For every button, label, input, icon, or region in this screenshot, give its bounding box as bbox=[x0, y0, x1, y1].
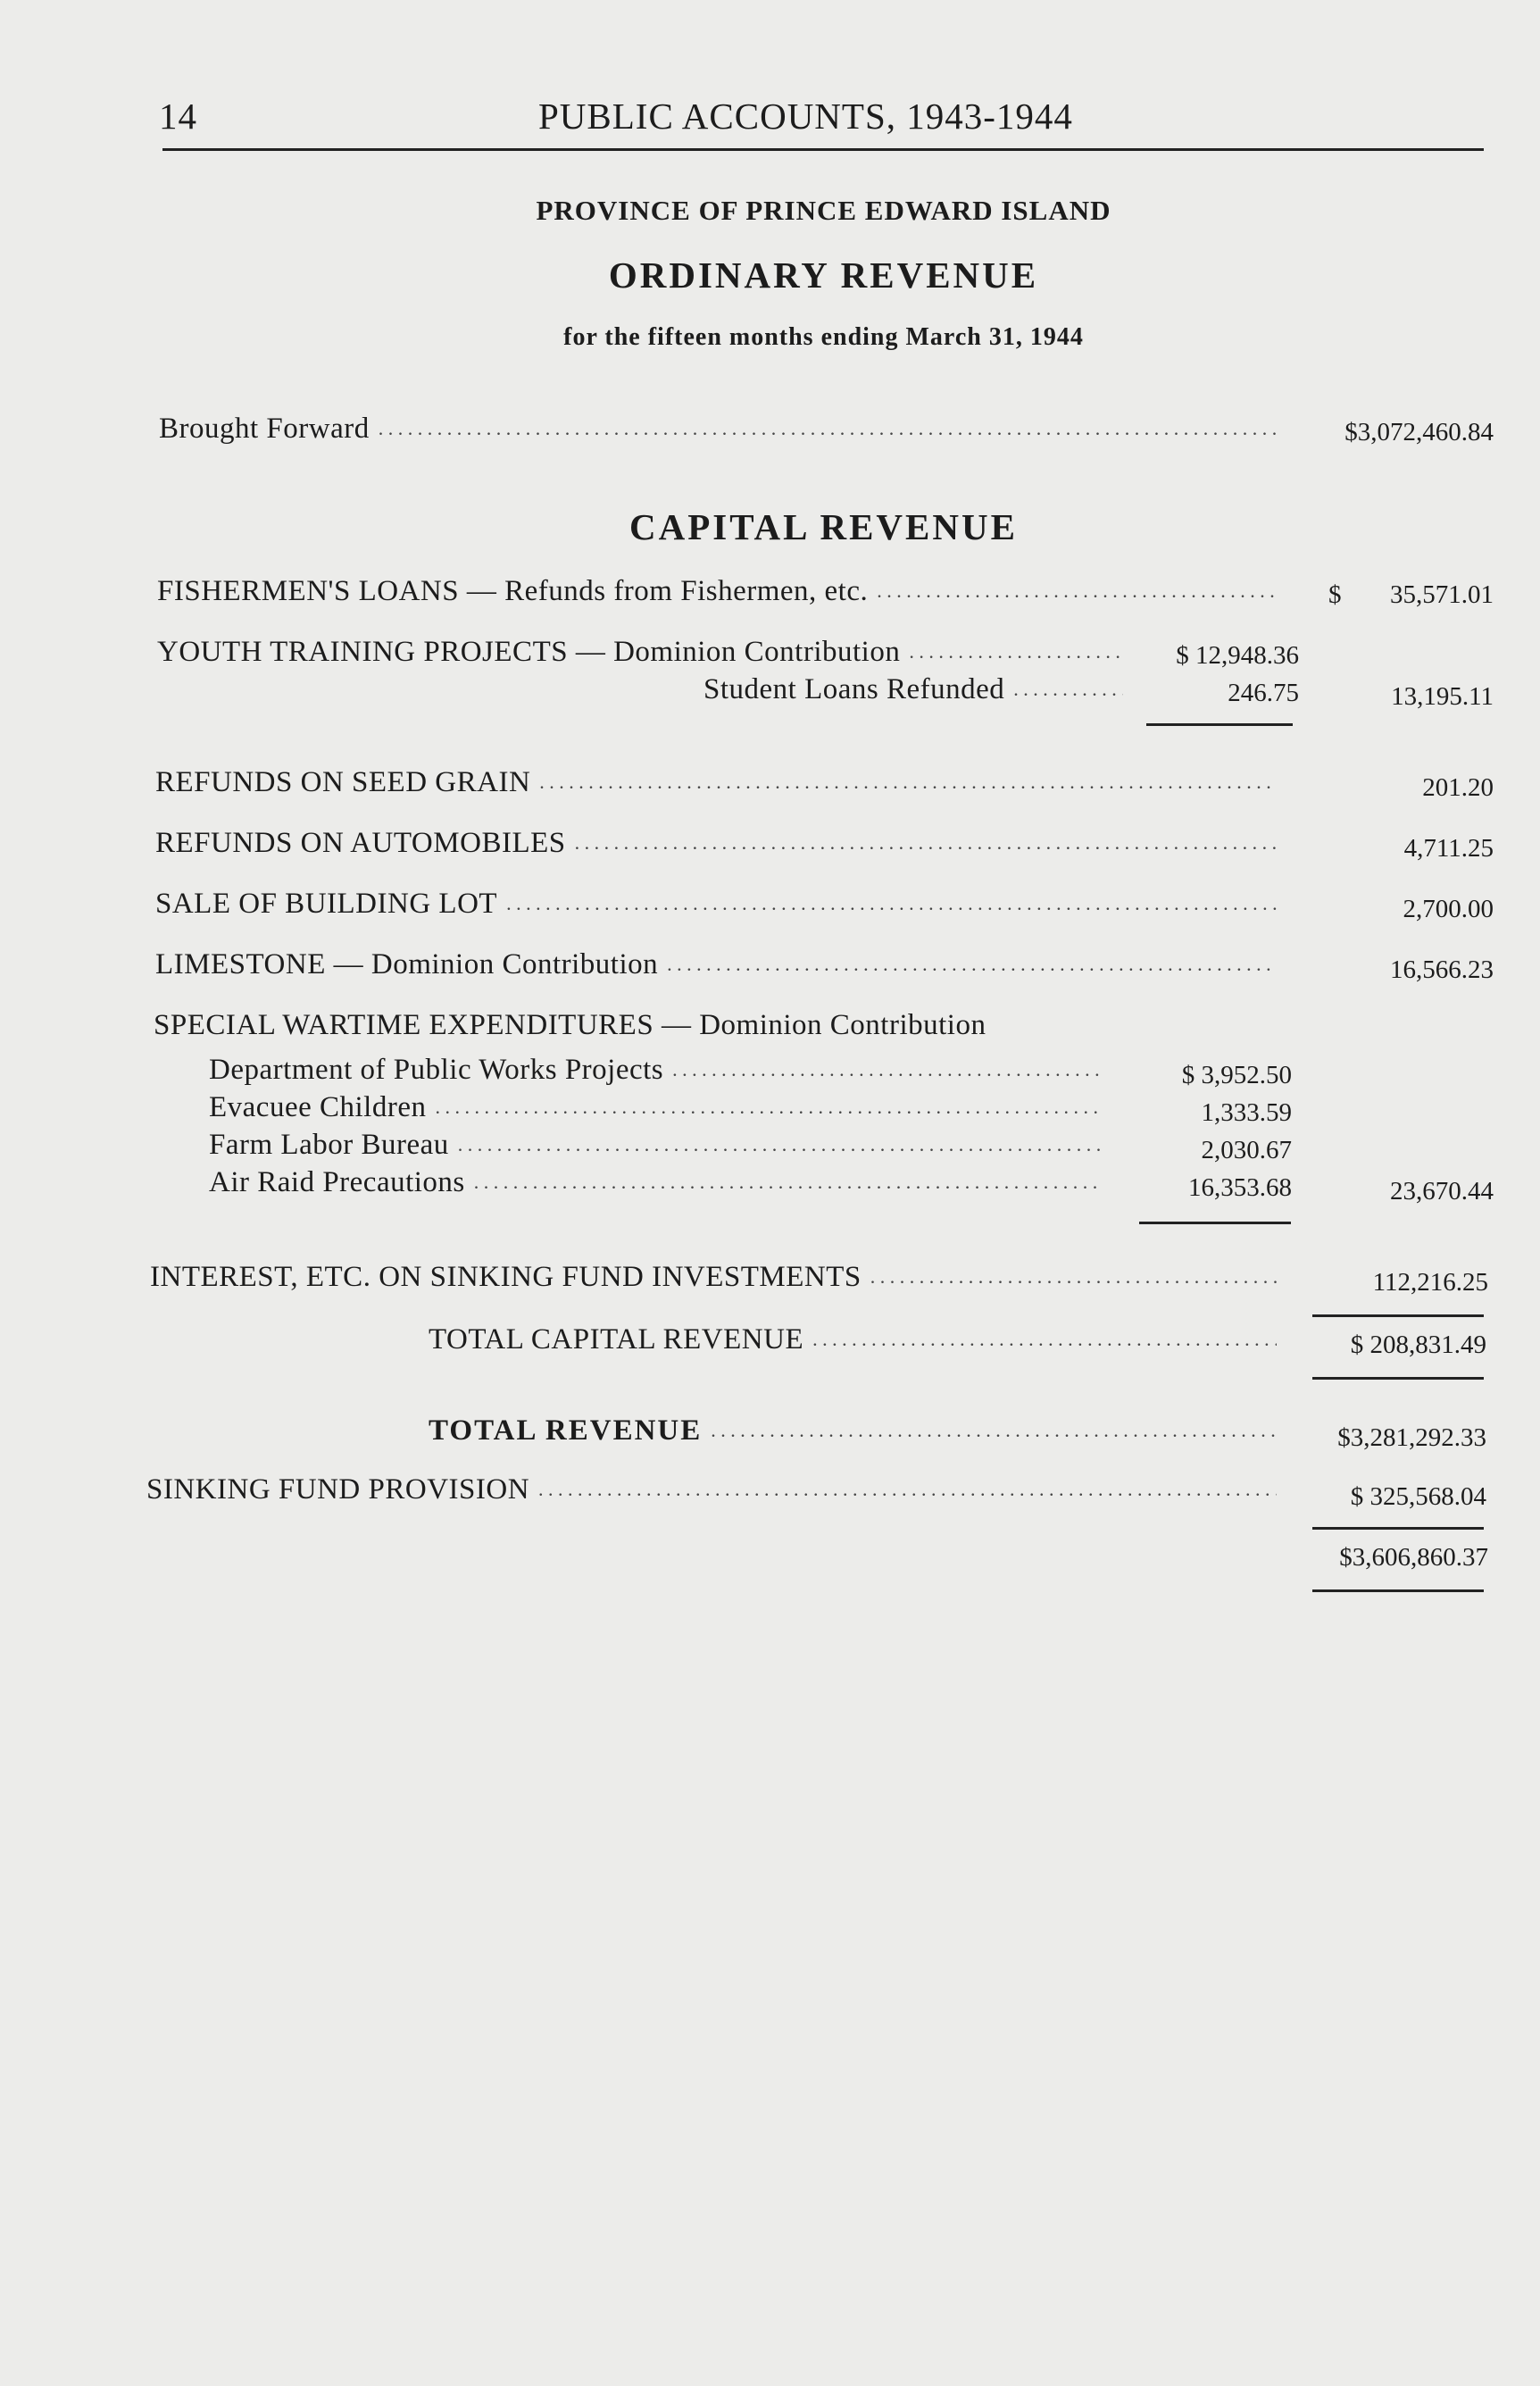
wartime-item-label: Farm Labor Bureau bbox=[209, 1129, 449, 1161]
youth-training-total: 13,195.11 bbox=[1391, 682, 1494, 711]
total-rule bbox=[1312, 1314, 1484, 1317]
grand-total-amount: $3,606,860.37 bbox=[1339, 1543, 1488, 1572]
interest-total: 112,216.25 bbox=[1372, 1268, 1488, 1297]
wartime-item-row bbox=[209, 1091, 1111, 1124]
sinking-fund-amount: $ 325,568.04 bbox=[1350, 1482, 1486, 1511]
wartime-total: 23,670.44 bbox=[1390, 1177, 1494, 1206]
wartime-item-amount: $ 3,952.50 bbox=[1181, 1061, 1292, 1089]
automobiles-row bbox=[155, 827, 1286, 860]
total-revenue-row bbox=[429, 1414, 1286, 1447]
building-lot-row bbox=[155, 888, 1286, 921]
wartime-item-label: Air Raid Precautions bbox=[209, 1166, 465, 1198]
limestone-row bbox=[155, 948, 1286, 981]
wartime-item-row bbox=[209, 1166, 1111, 1199]
period-subtitle: for the fifteen months ending March 31, 1944 bbox=[563, 323, 1084, 351]
fishermen-total: 35,571.01 bbox=[1390, 580, 1494, 609]
sinking-fund-label: SINKING FUND PROVISION bbox=[146, 1473, 530, 1506]
fishermen-dollar-sign: $ bbox=[1328, 580, 1342, 609]
leader-dots bbox=[435, 1096, 1102, 1119]
brought-forward-row bbox=[159, 413, 1286, 446]
total-revenue-amount: $3,281,292.33 bbox=[1337, 1423, 1486, 1452]
wartime-item-amount: 16,353.68 bbox=[1188, 1173, 1292, 1202]
fishermen-row bbox=[157, 575, 1286, 608]
capital-revenue-heading: CAPITAL REVENUE bbox=[629, 506, 1018, 547]
seed-grain-label: REFUNDS ON SEED GRAIN bbox=[155, 766, 531, 798]
youth-training-row bbox=[157, 636, 1132, 669]
leader-dots bbox=[672, 1058, 1102, 1081]
section-heading: ORDINARY REVENUE bbox=[608, 254, 1039, 296]
subtotal-rule bbox=[1146, 723, 1293, 726]
leader-dots bbox=[909, 640, 1123, 663]
youth-dominion-amount: $ 12,948.36 bbox=[1176, 641, 1299, 670]
leader-dots bbox=[870, 1265, 1277, 1289]
automobiles-label: REFUNDS ON AUTOMOBILES bbox=[155, 827, 566, 859]
building-lot-total: 2,700.00 bbox=[1403, 895, 1494, 923]
leader-dots bbox=[667, 953, 1277, 976]
leader-dots bbox=[538, 1478, 1277, 1501]
running-title: PUBLIC ACCOUNTS, 1943-1944 bbox=[538, 96, 1073, 137]
leader-dots bbox=[474, 1171, 1102, 1194]
total-rule bbox=[1312, 1527, 1484, 1530]
limestone-total: 16,566.23 bbox=[1390, 955, 1494, 984]
student-loans-amount: 246.75 bbox=[1228, 679, 1299, 707]
wartime-item-amount: 1,333.59 bbox=[1201, 1098, 1292, 1127]
sinking-fund-row bbox=[146, 1473, 1286, 1506]
wartime-item-amount: 2,030.67 bbox=[1201, 1136, 1292, 1164]
wartime-item-row bbox=[209, 1129, 1111, 1162]
leader-dots bbox=[1013, 678, 1123, 701]
header-rule bbox=[162, 148, 1484, 151]
grand-total-rule bbox=[1312, 1589, 1484, 1592]
leader-dots bbox=[711, 1419, 1277, 1442]
youth-training-label: YOUTH TRAINING PROJECTS — Dominion Contribution bbox=[157, 636, 901, 668]
wartime-item-row bbox=[209, 1054, 1111, 1087]
wartime-item-label: Evacuee Children bbox=[209, 1091, 427, 1123]
automobiles-total: 4,711.25 bbox=[1403, 834, 1494, 863]
leader-dots bbox=[379, 417, 1277, 440]
interest-row bbox=[150, 1261, 1286, 1294]
leader-dots bbox=[575, 831, 1277, 855]
total-capital-label: TOTAL CAPITAL REVENUE bbox=[429, 1323, 804, 1356]
seed-grain-total: 201.20 bbox=[1422, 773, 1494, 802]
brought-forward-total: $3,072,460.84 bbox=[1344, 418, 1494, 446]
leader-dots bbox=[539, 771, 1277, 794]
wartime-item-label: Department of Public Works Projects bbox=[209, 1054, 664, 1086]
leader-dots bbox=[812, 1328, 1277, 1351]
wartime-heading-row bbox=[154, 1009, 986, 1042]
subtotal-rule bbox=[1139, 1222, 1291, 1224]
total-rule bbox=[1312, 1377, 1484, 1380]
leader-dots bbox=[506, 892, 1277, 915]
total-revenue-label: TOTAL REVENUE bbox=[429, 1414, 703, 1447]
province-title: PROVINCE OF PRINCE EDWARD ISLAND bbox=[536, 195, 1111, 226]
student-loans-row bbox=[703, 673, 1132, 706]
brought-forward-label: Brought Forward bbox=[159, 413, 370, 445]
page-number: 14 bbox=[159, 96, 197, 137]
leader-dots bbox=[877, 580, 1277, 603]
fishermen-label: FISHERMEN'S LOANS — Refunds from Fishermen, etc. bbox=[157, 575, 869, 607]
total-capital-row bbox=[429, 1323, 1286, 1356]
total-capital-amount: $ 208,831.49 bbox=[1350, 1331, 1486, 1359]
wartime-label: SPECIAL WARTIME EXPENDITURES — Dominion Contribution bbox=[154, 1009, 986, 1041]
student-loans-label: Student Loans Refunded bbox=[703, 673, 1005, 705]
leader-dots bbox=[458, 1133, 1102, 1156]
interest-label: INTEREST, ETC. ON SINKING FUND INVESTMENTS bbox=[150, 1261, 862, 1293]
seed-grain-row bbox=[155, 766, 1286, 799]
building-lot-label: SALE OF BUILDING LOT bbox=[155, 888, 498, 920]
limestone-label: LIMESTONE — Dominion Contribution bbox=[155, 948, 659, 980]
